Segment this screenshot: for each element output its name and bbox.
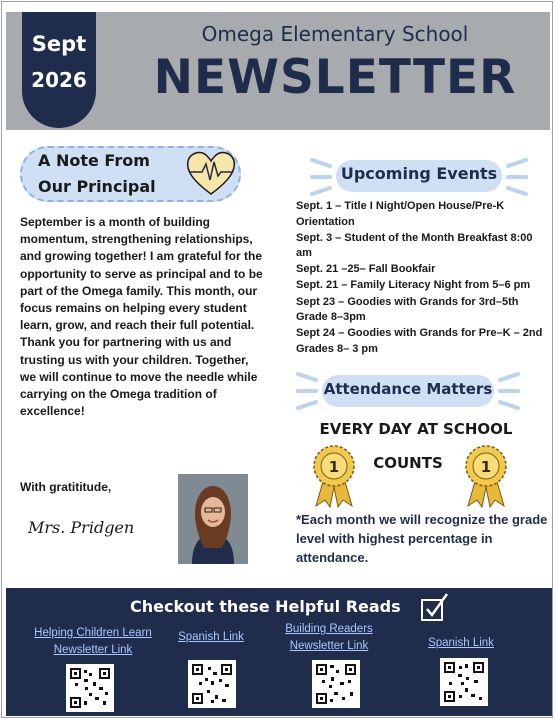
list-item: Sept. 21 –25– Fall Bookfair xyxy=(296,263,436,276)
events-list xyxy=(296,199,546,358)
issue-month: Sept xyxy=(31,32,87,56)
principal-signature: Mrs. Pridgen xyxy=(28,518,135,537)
sparkle-lines-icon xyxy=(496,372,522,410)
qr-code-icon[interactable] xyxy=(66,664,114,712)
list-item: Sept 23 – Goodies with Grands for 3rd–5th Grade 8–3pm xyxy=(296,295,519,324)
list-item: Sept 24 – Goodies with Grands for Pre–K – 2nd Grades 8– 3 pm xyxy=(296,327,543,355)
helpful-reads-heading: Checkout these Helpful Reads xyxy=(130,597,401,616)
spanish-link-1[interactable]: Spanish Link xyxy=(178,631,244,643)
every-day-text: EVERY DAY AT SCHOOL xyxy=(319,420,513,438)
award-ribbon-icon xyxy=(460,444,512,508)
list-item: Sept. 21 – Family Literacy Night from 5–6 pm xyxy=(296,279,531,292)
list-item: Sept. 1 – Title I Night/Open House/Pre-K Orientation xyxy=(296,200,505,228)
award-ribbon-icon xyxy=(308,444,360,508)
school-name: Omega Elementary School xyxy=(201,22,469,46)
date-tab xyxy=(22,12,96,128)
ribbon-number: 1 xyxy=(480,458,492,476)
principal-photo xyxy=(178,474,248,564)
sparkle-lines-icon xyxy=(294,372,320,410)
events-heading: Upcoming Events xyxy=(340,164,498,183)
qr-code-icon[interactable] xyxy=(312,660,360,708)
helping-children-learn-link[interactable]: Helping Children Learn Newsletter Link xyxy=(34,627,152,656)
building-readers-link[interactable]: Building Readers Newsletter Link xyxy=(285,623,373,652)
principal-note-body: September is a month of building momentum, strengthening relationships, and growing together! I am grateful for the opportunity to serve as principal and to be part of the Omega family. This month, our focus remains on helping every student learn, grow, and reach their full potential. Thank you for partnering with us and trusting us with your children. Together, we will continue to move the needle while carrying on the Omega tradition of excellence! xyxy=(20,215,263,419)
attendance-note: *Each month we will recognize the grade level with highest percentage in attendance. xyxy=(296,512,548,565)
sparkle-lines-icon xyxy=(308,158,334,196)
counts-text: COUNTS xyxy=(373,454,443,472)
newsletter-title: NEWSLETTER xyxy=(153,50,517,105)
list-item: Sept. 3 – Student of the Month Breakfast 8:00 am xyxy=(296,231,533,260)
checkbox-check-icon xyxy=(420,592,450,622)
heartbeat-heart-icon xyxy=(184,148,238,198)
ribbon-number: 1 xyxy=(328,458,340,476)
spanish-link-2[interactable]: Spanish Link xyxy=(428,637,494,649)
issue-year: 2026 xyxy=(31,68,87,92)
qr-code-icon[interactable] xyxy=(188,660,236,708)
sparkle-lines-icon xyxy=(504,158,530,196)
attendance-heading: Attendance Matters xyxy=(323,380,493,398)
qr-code-icon[interactable] xyxy=(440,658,488,706)
signoff: With gratititude, xyxy=(20,480,112,494)
principal-note-heading: A Note From Our Principal xyxy=(38,151,156,196)
